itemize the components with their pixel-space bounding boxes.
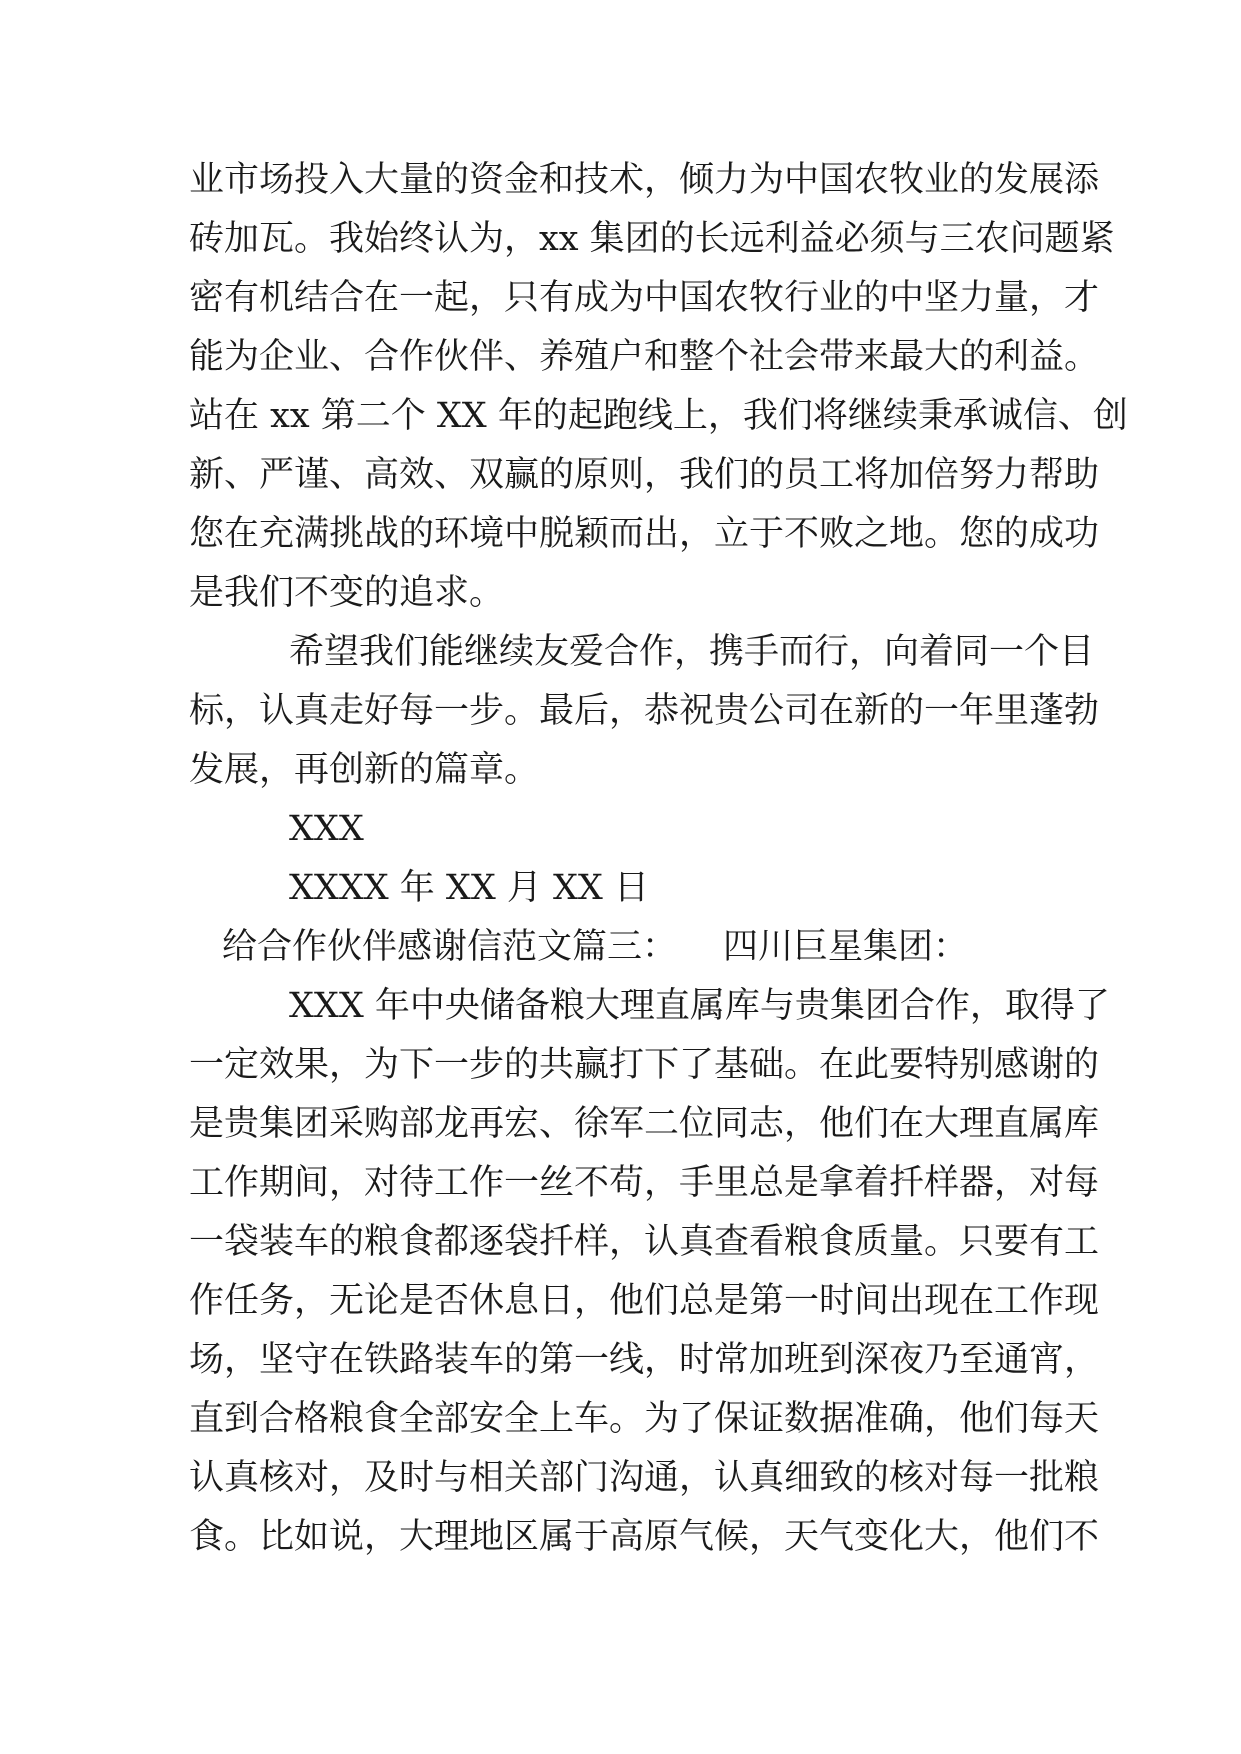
signature-date: XXXX 年 XX 月 XX 日 <box>289 868 649 908</box>
salutation: 四川巨星集团： <box>723 927 969 967</box>
text-line: 场，坚守在铁路装车的第一线，时常加班到深夜乃至通宵， <box>189 1340 1100 1380</box>
text-line: 站在 xx 第二个 XX 年的起跑线上，我们将继续秉承诚信、创 <box>189 396 1128 436</box>
text-line: 工作期间，对待工作一丝不苟，手里总是拿着扦样器，对每 <box>189 1163 1100 1203</box>
text-line: 是贵集团采购部龙再宏、徐军二位同志，他们在大理直属库 <box>189 1104 1100 1144</box>
paragraph-first-line: 希望我们能继续友爱合作，携手而行，向着同一个目 <box>289 632 1095 672</box>
text-line: 密有机结合在一起，只有成为中国农牧行业的中坚力量，才 <box>189 278 1100 318</box>
text-line: 业市场投入大量的资金和技术，倾力为中国农牧业的发展添 <box>189 160 1100 200</box>
text-line: 砖加瓦。我始终认为，xx 集团的长远利益必须与三农问题紧 <box>189 219 1115 259</box>
text-line: 标，认真走好每一步。最后，恭祝贵公司在新的一年里蓬勃 <box>189 691 1100 731</box>
signature-name: XXX <box>289 809 364 849</box>
text-line: 食。比如说，大理地区属于高原气候，天气变化大，他们不 <box>189 1517 1100 1557</box>
text-line: 能为企业、合作伙伴、养殖户和整个社会带来最大的利益。 <box>189 337 1100 377</box>
section-heading: 给合作伙伴感谢信范文篇三： <box>222 927 678 967</box>
text-line: 一袋装车的粮食都逐袋扦样，认真查看粮食质量。只要有工 <box>189 1222 1100 1262</box>
text-line: 认真核对，及时与相关部门沟通，认真细致的核对每一批粮 <box>189 1458 1100 1498</box>
text-line: 直到合格粮食全部安全上车。为了保证数据准确，他们每天 <box>189 1399 1100 1439</box>
text-line: 新、严谨、高效、双赢的原则，我们的员工将加倍努力帮助 <box>189 455 1100 495</box>
text-line: 一定效果，为下一步的共赢打下了基础。在此要特别感谢的 <box>189 1045 1100 1085</box>
text-line: 是我们不变的追求。 <box>189 573 505 613</box>
paragraph-first-line: XXX 年中央储备粮大理直属库与贵集团合作，取得了 <box>289 986 1110 1026</box>
text-line: 您在充满挑战的环境中脱颖而出，立于不败之地。您的成功 <box>189 514 1100 554</box>
text-line: 发展，再创新的篇章。 <box>189 750 540 790</box>
text-line: 作任务，无论是否休息日，他们总是第一时间出现在工作现 <box>189 1281 1100 1321</box>
